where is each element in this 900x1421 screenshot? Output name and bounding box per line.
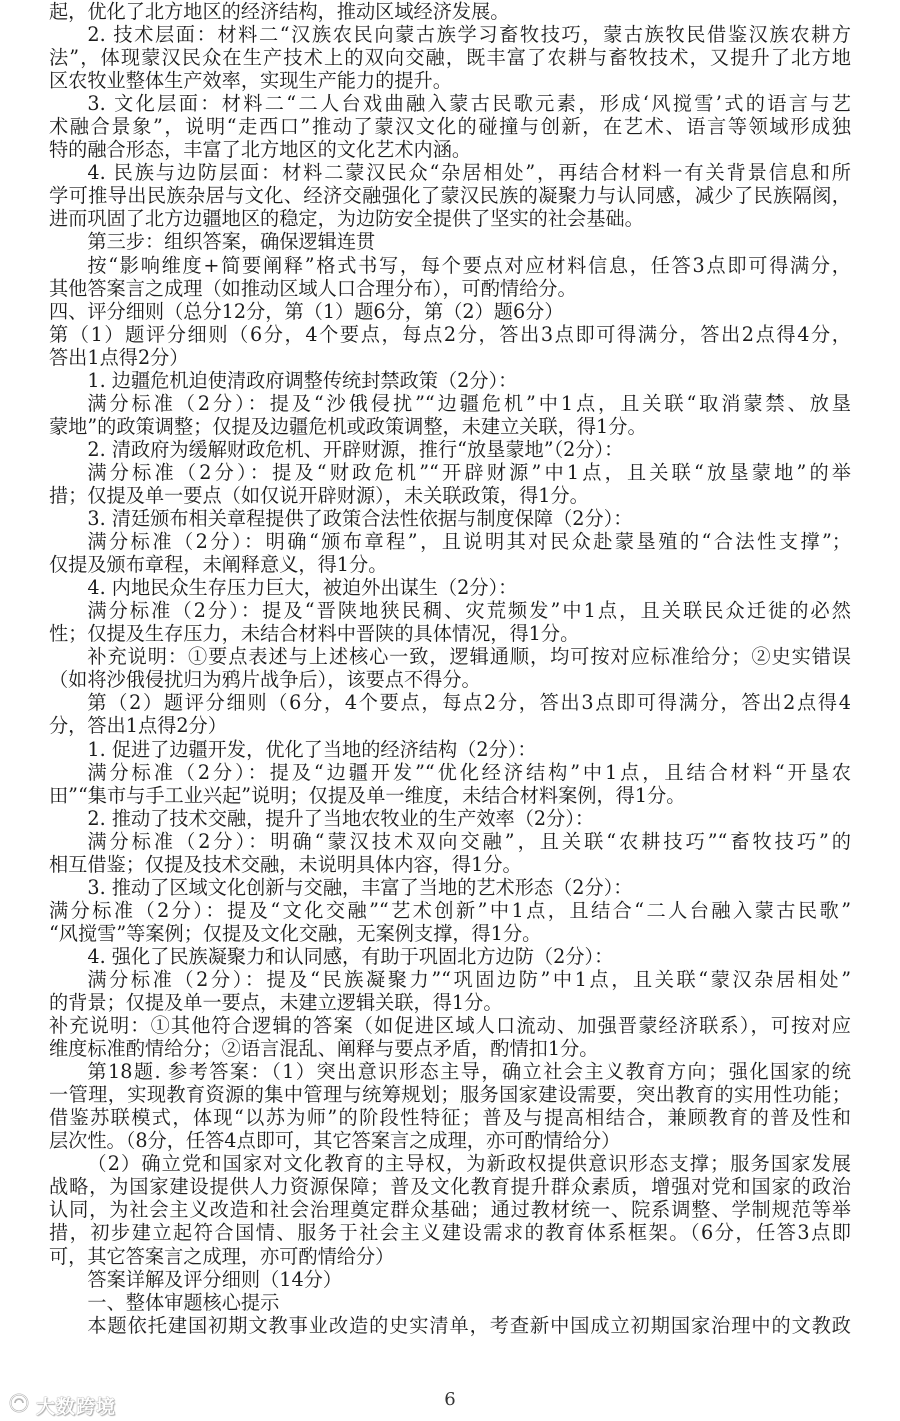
text-line: 其他答案言之成理（如推动区域人口合理分布），可酌情给分。 <box>49 276 577 300</box>
text-line: 进而巩固了北方边疆地区的稳定，为边防安全提供了坚实的社会基础。 <box>49 207 644 231</box>
text-line: 仅提及颁布章程，未阐释意义，得1分。 <box>49 553 388 577</box>
text-line: 区农牧业整体生产效率，实现生产能力的提升。 <box>49 69 452 93</box>
text-line: 第（2）题评分细则（6分，4个要点，每点2分，答出3点即可得满分，答出2点得4 <box>87 691 851 715</box>
text-line: 满分标准（2分）：提及“沙俄侵扰”“边疆危机”中1点，且关联“取消蒙禁、放垦 <box>87 391 851 415</box>
text-line: 特的融合形态，丰富了北方地区的文化艺术内涵。 <box>49 138 472 162</box>
text-line: 3. 文化层面：材料二“二人台戏曲融入蒙古民歌元素，形成‘风搅雪’式的语言与艺 <box>87 92 851 116</box>
text-line: 措，初步建立起符合国情、服务于社会主义建设需求的教育体系框架。（6分，任答3点即 <box>49 1221 851 1245</box>
scoring-point: 2. 推动了技术交融，提升了当地农牧业的生产效率（2分）： <box>87 806 595 830</box>
text-line: 满分标准（2分）：提及“晋陕地狭民稠、灾荒频发”中1点，且关联民众迁徙的必然 <box>87 599 851 623</box>
text-line: 的背景；仅提及单一要点，未建立逻辑关联，得1分。 <box>49 991 503 1015</box>
text-line: 答出1点得2分） <box>49 345 189 369</box>
watermark-text: 大数跨境 <box>36 1395 117 1418</box>
scoring-point: 3. 清廷颁布相关章程提供了政策合法性依据与制度保障（2分）： <box>87 507 633 531</box>
text-line: 性；仅提及生存压力，未结合材料中晋陕的具体情况，得1分。 <box>49 622 580 646</box>
section-heading: 一、整体审题核心提示 <box>87 1290 280 1314</box>
page-number: 6 <box>444 1389 456 1410</box>
text-line: 补充说明：①要点表述与上述核心一致，逻辑通顺，均可按对应标准给分；②史实错误 <box>87 645 851 669</box>
section-heading: 第三步：组织答案，确保逻辑连贯 <box>87 230 376 254</box>
text-line: 认同，为社会主义改造和社会治理奠定群众基础；通过教材统一、院系调整、学制规范等举 <box>49 1198 851 1222</box>
text-line: 4. 民族与边防层面：材料二蒙汉民众“杂居相处”，再结合材料一有关背景信息和所 <box>87 161 851 185</box>
text-line: 分，答出1点得2分） <box>49 714 227 738</box>
scoring-point: 2. 清政府为缓解财政危机、开辟财源，推行“放垦蒙地”（2分）： <box>87 437 624 461</box>
document-body <box>49 0 851 1337</box>
text-line: 法”，体现蒙汉民众在生产技术上的双向交融，既丰富了农耕与畜牧技术，又提升了北方地 <box>49 46 851 70</box>
text-line: 2. 技术层面：材料二“汉族农民向蒙古族学习畜牧技巧，蒙古族牧民借鉴汉族农耕方 <box>87 23 851 47</box>
text-line: 满分标准（2分）：提及“民族凝聚力”“巩固边防”中1点，且关联“蒙汉杂居相处” <box>87 967 851 991</box>
text-line: 满分标准（2分）：提及“文化交融”“艺术创新”中1点，且结合“二人台融入蒙古民歌” <box>49 898 851 922</box>
text-line: 满分标准（2分）：明确“蒙汉技术双向交融”，且关联“农耕技巧”“畜牧技巧”的 <box>87 829 851 853</box>
text-line: 第18题. 参考答案：（1）突出意识形态主导，确立社会主义教育方向；强化国家的统 <box>87 1060 851 1084</box>
text-line: 术融合景象”，说明“走西口”推动了蒙汉文化的碰撞与创新，在艺术、语言等领域形成独 <box>49 115 851 139</box>
text-line: 借鉴苏联模式，体现“以苏为师”的阶段性特征；普及与提高相结合，兼顾教育的普及性和 <box>49 1106 851 1130</box>
text-line: 田”“集市与手工业兴起”说明；仅提及单一维度，未结合材料案例，得1分。 <box>49 783 686 807</box>
text-line: 补充说明：①其他符合逻辑的答案（如促进区域人口流动、加强晋蒙经济联系），可按对应 <box>49 1014 851 1038</box>
text-line: （如将沙俄侵扰归为鸦片战争后），该要点不得分。 <box>49 668 481 692</box>
text-line: 维度标准酌情给分；②语言混乱、阐释与要点矛盾，酌情扣1分。 <box>49 1037 599 1061</box>
scoring-point: 3. 推动了区域文化创新与交融，丰富了当地的艺术形态（2分）： <box>87 875 633 899</box>
text-line: 蒙地”的政策调整；仅提及边疆危机或政策调整，未建立关联，得1分。 <box>49 414 647 438</box>
text-line: 起，优化了北方地区的经济结构，推动区域经济发展。 <box>49 0 510 23</box>
text-line: （2）确立党和国家对文化教育的主导权，为新政权提供意识形态支撑；服务国家发展 <box>87 1152 851 1176</box>
section-heading: 四、评分细则（总分12分，第（1）题6分，第（2）题6分） <box>49 299 564 323</box>
text-line: “风搅雪”等案例；仅提及文化交融，无案例支撑，得1分。 <box>49 921 542 945</box>
scoring-point: 4. 强化了民族凝聚力和认同感，有助于巩固北方边防（2分）： <box>87 944 614 968</box>
text-line: 本题依托建国初期文教事业改造的史实清单，考查新中国成立初期国家治理中的文教政 <box>87 1313 851 1337</box>
text-line: 满分标准（2分）：提及“财政危机”“开辟财源”中1点，且关联“放垦蒙地”的举 <box>87 460 851 484</box>
watermark <box>8 1393 116 1417</box>
text-line: 按“影响维度+简要阐释”格式书写，每个要点对应材料信息，任答3点即可得满分， <box>87 253 851 277</box>
text-line: 满分标准（2分）：明确“颁布章程”，且说明其对民众赴蒙垦殖的“合法性支撑”； <box>87 530 851 554</box>
section-heading: 答案详解及评分细则（14分） <box>87 1267 343 1291</box>
scoring-point: 1. 促进了边疆开发，优化了当地的经济结构（2分）： <box>87 737 537 761</box>
text-line: 层次性。（8分，任答4点即可，其它答案言之成理，亦可酌情给分） <box>49 1129 621 1153</box>
text-line: 措；仅提及单一要点（如仅说开辟财源），未关联政策，得1分。 <box>49 483 589 507</box>
text-line: 可，其它答案言之成理，亦可酌情给分） <box>49 1244 395 1268</box>
text-line: 相互借鉴；仅提及技术交融，未说明具体内容，得1分。 <box>49 852 522 876</box>
text-line: 一管理，实现教育资源的集中管理与统筹规划；服务国家建设需要，突出教育的实用性功能； <box>49 1083 851 1107</box>
text-line: 满分标准（2分）：提及“边疆开发”“优化经济结构”中1点，且结合材料“开垦农 <box>87 760 851 784</box>
scoring-point: 1. 边疆危机迫使清政府调整传统封禁政策（2分）： <box>87 368 518 392</box>
text-line: 学可推导出民族杂居与文化、经济交融强化了蒙汉民族的凝聚力与认同感，减少了民族隔阂， <box>49 184 851 208</box>
scoring-point: 4. 内地民众生存压力巨大，被迫外出谋生（2分）： <box>87 576 518 600</box>
text-line: 第（1）题评分细则（6分，4个要点，每点2分，答出3点即可得满分，答出2点得4分， <box>49 322 851 346</box>
text-line: 战略，为国家建设提供人力资源保障；普及文化教育提升群众素质，增强对党和国家的政治 <box>49 1175 851 1199</box>
watermark-logo-icon <box>8 1392 30 1418</box>
